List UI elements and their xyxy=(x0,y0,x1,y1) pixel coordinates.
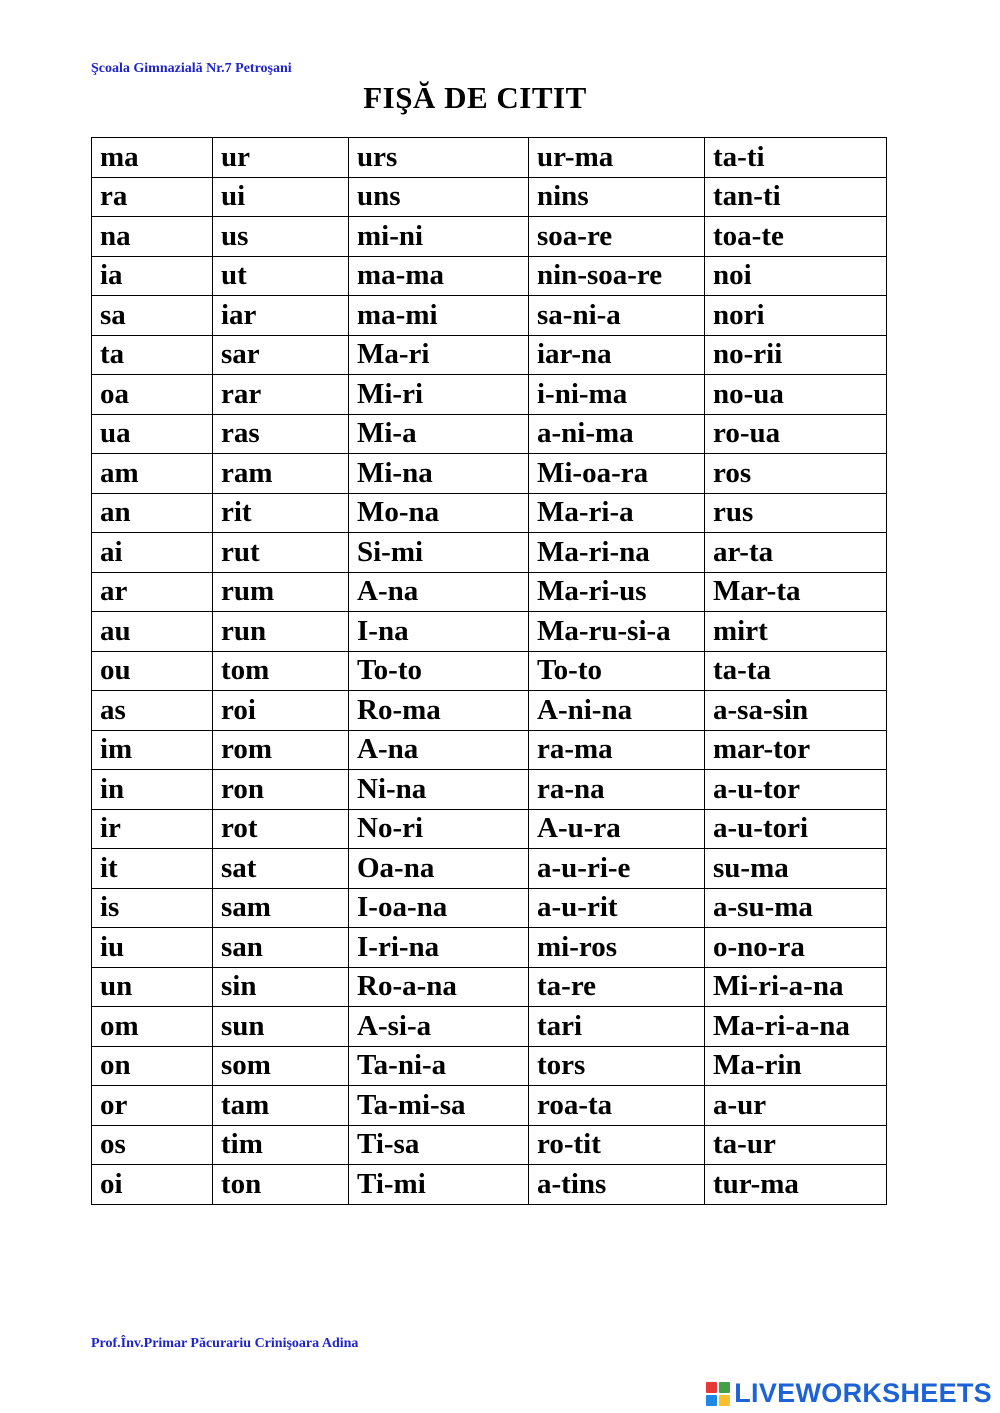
table-cell: mirt xyxy=(705,612,887,652)
table-cell: Ro-a-na xyxy=(349,967,529,1007)
table-row xyxy=(92,651,887,691)
table-cell: nins xyxy=(529,177,705,217)
table-cell: ar xyxy=(92,572,213,612)
table-cell: Mi-ri-a-na xyxy=(705,967,887,1007)
school-name: Şcoala Gimnazială Nr.7 Petroşani xyxy=(91,61,292,76)
table-cell: a-u-rit xyxy=(529,888,705,928)
table-cell: a-u-ri-e xyxy=(529,849,705,889)
table-cell: ut xyxy=(213,256,349,296)
table-cell: ram xyxy=(213,454,349,494)
table-cell: it xyxy=(92,849,213,889)
table-cell: A-si-a xyxy=(349,1007,529,1047)
table-cell: ma-ma xyxy=(349,256,529,296)
table-cell: ur-ma xyxy=(529,138,705,178)
table-cell: Mi-oa-ra xyxy=(529,454,705,494)
table-cell: ras xyxy=(213,414,349,454)
table-row xyxy=(92,217,887,257)
table-cell: run xyxy=(213,612,349,652)
table-cell: mi-ros xyxy=(529,928,705,968)
table-cell: roi xyxy=(213,691,349,731)
table-row xyxy=(92,256,887,296)
table-cell: san xyxy=(213,928,349,968)
table-cell: mi-ni xyxy=(349,217,529,257)
logo-square-2 xyxy=(719,1382,730,1393)
logo-square-3 xyxy=(706,1395,717,1406)
table-cell: ra-na xyxy=(529,770,705,810)
table-cell: tari xyxy=(529,1007,705,1047)
table-row xyxy=(92,1125,887,1165)
table-cell: ma xyxy=(92,138,213,178)
table-row xyxy=(92,809,887,849)
table-cell: on xyxy=(92,1046,213,1086)
table-cell: is xyxy=(92,888,213,928)
table-cell: Ni-na xyxy=(349,770,529,810)
table-cell: ui xyxy=(213,177,349,217)
table-cell: om xyxy=(92,1007,213,1047)
table-row xyxy=(92,967,887,1007)
table-cell: sa xyxy=(92,296,213,336)
reading-table xyxy=(91,137,887,1205)
table-row xyxy=(92,888,887,928)
table-row xyxy=(92,1165,887,1205)
table-cell: os xyxy=(92,1125,213,1165)
table-row xyxy=(92,138,887,178)
table-cell: ar-ta xyxy=(705,533,887,573)
table-cell: an xyxy=(92,493,213,533)
table-cell: ta-ti xyxy=(705,138,887,178)
table-cell: ua xyxy=(92,414,213,454)
table-cell: im xyxy=(92,730,213,770)
logo-grid-icon xyxy=(706,1382,730,1406)
table-cell: A-na xyxy=(349,572,529,612)
table-cell: us xyxy=(213,217,349,257)
table-cell: iu xyxy=(92,928,213,968)
table-cell: o-no-ra xyxy=(705,928,887,968)
table-row xyxy=(92,414,887,454)
table-cell: Ma-ri-na xyxy=(529,533,705,573)
table-cell: Mar-ta xyxy=(705,572,887,612)
table-cell: rus xyxy=(705,493,887,533)
table-cell: Si-mi xyxy=(349,533,529,573)
page-title: FIŞĂ DE CITIT xyxy=(363,80,587,115)
table-cell: na xyxy=(92,217,213,257)
table-cell: rom xyxy=(213,730,349,770)
table-cell: To-to xyxy=(529,651,705,691)
table-cell: No-ri xyxy=(349,809,529,849)
table-cell: sar xyxy=(213,335,349,375)
table-cell: Ro-ma xyxy=(349,691,529,731)
table-cell: noi xyxy=(705,256,887,296)
table-row xyxy=(92,730,887,770)
table-cell: sat xyxy=(213,849,349,889)
table-row xyxy=(92,928,887,968)
table-cell: ta-re xyxy=(529,967,705,1007)
table-cell: soa-re xyxy=(529,217,705,257)
table-cell: i-ni-ma xyxy=(529,375,705,415)
table-cell: Mi-na xyxy=(349,454,529,494)
table-cell: nin-soa-re xyxy=(529,256,705,296)
table-cell: a-sa-sin xyxy=(705,691,887,731)
table-cell: Ma-ri-us xyxy=(529,572,705,612)
table-cell: Ti-sa xyxy=(349,1125,529,1165)
table-cell: a-su-ma xyxy=(705,888,887,928)
table-cell: ur xyxy=(213,138,349,178)
table-cell: I-oa-na xyxy=(349,888,529,928)
table-cell: ro-tit xyxy=(529,1125,705,1165)
table-cell: tam xyxy=(213,1086,349,1126)
table-cell: Mi-a xyxy=(349,414,529,454)
table-cell: ta-ur xyxy=(705,1125,887,1165)
table-row xyxy=(92,612,887,652)
table-cell: sa-ni-a xyxy=(529,296,705,336)
table-row xyxy=(92,296,887,336)
table-cell: A-na xyxy=(349,730,529,770)
table-cell: rut xyxy=(213,533,349,573)
logo-square-4 xyxy=(719,1395,730,1406)
table-cell: rot xyxy=(213,809,349,849)
table-cell: ron xyxy=(213,770,349,810)
table-cell: rit xyxy=(213,493,349,533)
table-cell: no-ua xyxy=(705,375,887,415)
table-cell: I-ri-na xyxy=(349,928,529,968)
table-cell: ton xyxy=(213,1165,349,1205)
table-row xyxy=(92,572,887,612)
table-row xyxy=(92,849,887,889)
table-cell: Ta-mi-sa xyxy=(349,1086,529,1126)
table-cell: ra xyxy=(92,177,213,217)
table-row xyxy=(92,770,887,810)
table-cell: Ma-ru-si-a xyxy=(529,612,705,652)
table-cell: urs xyxy=(349,138,529,178)
table-cell: ro-ua xyxy=(705,414,887,454)
table-cell: oa xyxy=(92,375,213,415)
table-cell: am xyxy=(92,454,213,494)
table-row xyxy=(92,1007,887,1047)
brand-text: LIVEWORKSHEETS xyxy=(734,1378,992,1408)
table-cell: tan-ti xyxy=(705,177,887,217)
table-cell: tom xyxy=(213,651,349,691)
table-cell: ou xyxy=(92,651,213,691)
table-cell: au xyxy=(92,612,213,652)
table-cell: Ma-ri xyxy=(349,335,529,375)
table-cell: a-u-tori xyxy=(705,809,887,849)
table-cell: in xyxy=(92,770,213,810)
table-cell: uns xyxy=(349,177,529,217)
table-cell: sun xyxy=(213,1007,349,1047)
table-cell: Ma-ri-a-na xyxy=(705,1007,887,1047)
table-row xyxy=(92,375,887,415)
table-cell: A-ni-na xyxy=(529,691,705,731)
table-cell: tors xyxy=(529,1046,705,1086)
table-cell: rar xyxy=(213,375,349,415)
table-cell: a-ur xyxy=(705,1086,887,1126)
table-cell: sam xyxy=(213,888,349,928)
table-cell: un xyxy=(92,967,213,1007)
table-cell: nori xyxy=(705,296,887,336)
table-cell: ma-mi xyxy=(349,296,529,336)
table-cell: roa-ta xyxy=(529,1086,705,1126)
table-cell: tur-ma xyxy=(705,1165,887,1205)
table-cell: ta-ta xyxy=(705,651,887,691)
table-cell: tim xyxy=(213,1125,349,1165)
table-cell: ros xyxy=(705,454,887,494)
table-row xyxy=(92,691,887,731)
table-cell: Ti-mi xyxy=(349,1165,529,1205)
table-cell: a-tins xyxy=(529,1165,705,1205)
table-cell: a-u-tor xyxy=(705,770,887,810)
table-cell: Mo-na xyxy=(349,493,529,533)
table-row xyxy=(92,493,887,533)
table-cell: su-ma xyxy=(705,849,887,889)
table-cell: mar-tor xyxy=(705,730,887,770)
table-cell: no-rii xyxy=(705,335,887,375)
table-cell: ia xyxy=(92,256,213,296)
table-row xyxy=(92,177,887,217)
table-cell: ta xyxy=(92,335,213,375)
table-cell: iar-na xyxy=(529,335,705,375)
table-row xyxy=(92,454,887,494)
table-cell: ir xyxy=(92,809,213,849)
table-cell: A-u-ra xyxy=(529,809,705,849)
table-cell: I-na xyxy=(349,612,529,652)
table-row xyxy=(92,533,887,573)
table-cell: oi xyxy=(92,1165,213,1205)
table-cell: ra-ma xyxy=(529,730,705,770)
table-cell: iar xyxy=(213,296,349,336)
table-cell: a-ni-ma xyxy=(529,414,705,454)
table-cell: Ma-ri-a xyxy=(529,493,705,533)
table-cell: rum xyxy=(213,572,349,612)
table-cell: To-to xyxy=(349,651,529,691)
table-cell: toa-te xyxy=(705,217,887,257)
table-cell: ai xyxy=(92,533,213,573)
table-cell: som xyxy=(213,1046,349,1086)
table-cell: Ta-ni-a xyxy=(349,1046,529,1086)
logo-square-1 xyxy=(706,1382,717,1393)
table-row xyxy=(92,335,887,375)
table-cell: or xyxy=(92,1086,213,1126)
table-cell: Oa-na xyxy=(349,849,529,889)
table-row xyxy=(92,1086,887,1126)
table-cell: as xyxy=(92,691,213,731)
liveworksheets-logo xyxy=(706,1378,992,1409)
table-cell: Ma-rin xyxy=(705,1046,887,1086)
author-credit: Prof.Înv.Primar Păcurariu Crinişoara Adina xyxy=(91,1336,359,1351)
table-cell: Mi-ri xyxy=(349,375,529,415)
table-cell: sin xyxy=(213,967,349,1007)
table-row xyxy=(92,1046,887,1086)
